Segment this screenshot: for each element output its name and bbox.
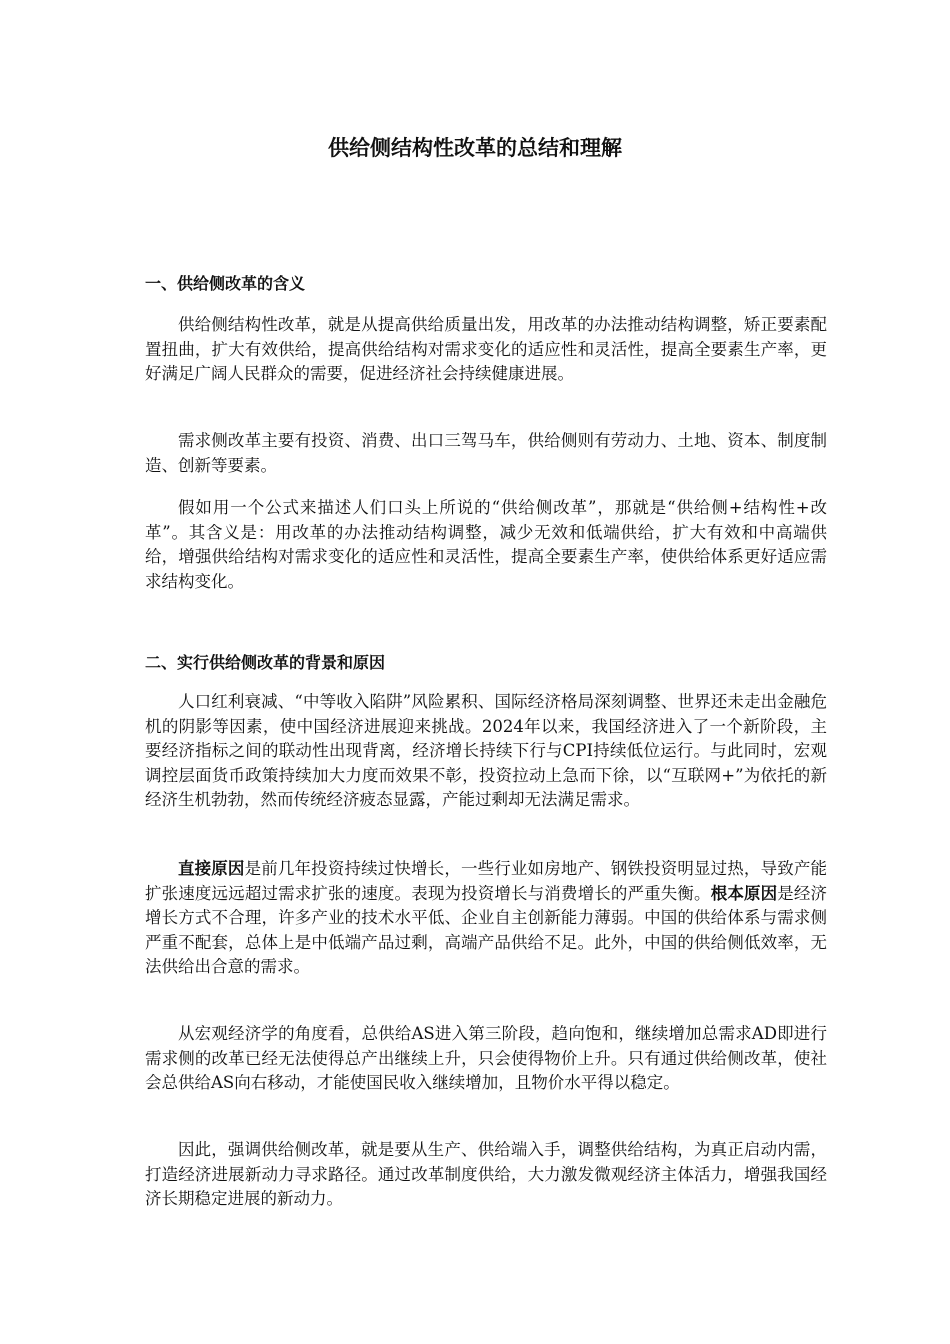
root-cause-text: 是经济增长方式不合理，许多产业的技术水平低、企业自主创新能力薄弱。中国的供给体系与需求侧严重不配套，总体上是中低端产品过剩，高端产品供给不足。此外，中国的供给侧低效率，无法供给出合意的需求。 — [145, 883, 828, 976]
paragraph: 需求侧改革主要有投资、消费、出口三驾马车，供给侧则有劳动力、土地、资本、制度制造、创新等要素。 — [145, 431, 827, 475]
section-heading-meaning: 一、供给侧改革的含义 — [145, 274, 306, 293]
paragraph: 因此，强调供给侧改革，就是要从生产、供给端入手，调整供给结构，为真正启动内需，打造经济进展新动力寻求路径。通过改革制度供给，大力激发微观经济主体活力，增强我国经济长期稳定进展的新动力。 — [145, 1140, 827, 1208]
paragraph: 人口红利衰减、“中等收入陷阱”风险累积、国际经济格局深刻调整、世界还未走出金融危机的阴影等因素，使中国经济进展迎来挑战。2024年以来，我国经济进入了一个新阶段，主要经济指标之间的联动性出现背离，经济增长持续下行与CPI持续低位运行。与此同时，宏观调控层面货币政策持续加大力度而效果不彰，投资拉动上急而下徐，以“互联网+”为依托的新经济生机勃勃，然而传统经济疲态显露，产能过剩却无法满足需求。 — [145, 692, 827, 809]
paragraph: 供给侧结构性改革，就是从提高供给质量出发，用改革的办法推动结构调整，矫正要素配置扭曲，扩大有效供给，提高供给结构对需求变化的适应性和灵活性，提高全要素生产率，更好满足广阔人民群众的需要，促进经济社会持续健康进展。 — [145, 315, 827, 383]
paragraph-causes — [145, 857, 827, 980]
document-title: 供给侧结构性改革的总结和理解 — [328, 136, 622, 160]
root-cause-label: 根本原因 — [710, 883, 778, 903]
direct-cause-text: 是前几年投资持续过快增长，一些行业如房地产、钢铁投资明显过热，导致产能扩张速度远远超过需求扩张的速度。表现为投资增长与消费增长的严重失衡。 — [145, 859, 828, 903]
paragraph: 假如用一个公式来描述人们口头上所说的“供给侧改革”，那就是“供给侧+结构性+改革”。其含义是：用改革的办法推动结构调整，减少无效和低端供给，扩大有效和中高端供给，增强供给结构对需求变化的适应性和灵活性，提高全要素生产率，使供给体系更好适应需求结构变化。 — [145, 498, 827, 591]
direct-cause-label: 直接原因 — [178, 859, 245, 878]
paragraph: 从宏观经济学的角度看，总供给AS进入第三阶段，趋向饱和，继续增加总需求AD即进行需求侧的改革已经无法使得总产出继续上升，只会使得物价上升。只有通过供给侧改革，使社会总供给AS向右移动，才能使国民收入继续增加，且物价水平得以稳定。 — [145, 1024, 827, 1092]
section-heading-background: 二、实行供给侧改革的背景和原因 — [145, 653, 386, 672]
